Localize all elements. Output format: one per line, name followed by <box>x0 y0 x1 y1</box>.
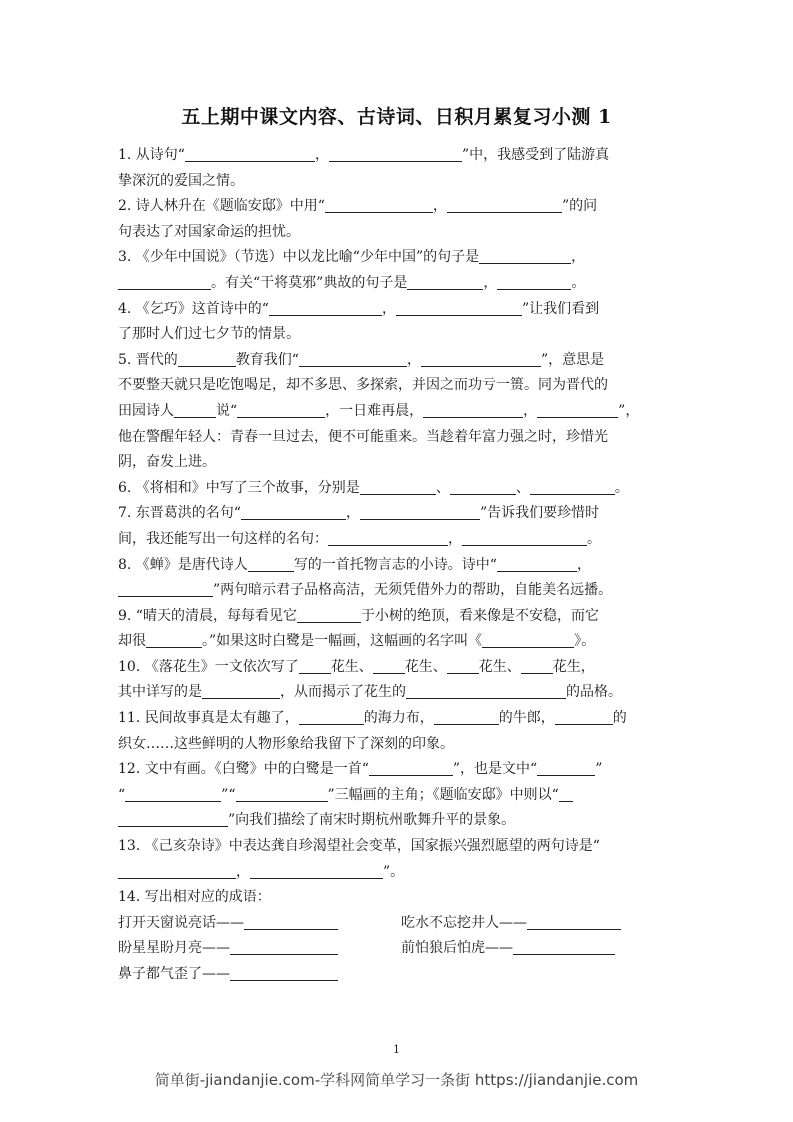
question-text: ， <box>483 274 498 291</box>
answer-blank[interactable] <box>537 758 595 776</box>
question-text: ”两句暗示君子品格高洁，无须凭借外力的帮助，自能美名远播。 <box>213 582 613 599</box>
question-line <box>118 655 684 681</box>
answer-blank[interactable] <box>527 912 621 930</box>
answer-blank[interactable] <box>202 681 280 699</box>
question-text: 3. 《少年中国说》（节选）中以龙比喻“少年中国”的句子是 <box>118 249 480 266</box>
answer-blank[interactable] <box>360 502 480 520</box>
answer-blank[interactable] <box>125 784 221 802</box>
answer-blank[interactable] <box>423 400 523 418</box>
answer-blank[interactable] <box>513 937 615 955</box>
question-line <box>118 706 684 732</box>
question-text: 教育我们“ <box>235 351 299 368</box>
answer-blank[interactable] <box>230 937 338 955</box>
question-line <box>118 399 684 425</box>
question-text: 2. 诗人林升在《题临安邸》中用“ <box>118 198 325 215</box>
question-text: 织女……这些鲜明的人物形象给我留下了深刻的印象。 <box>118 735 454 752</box>
question-text: 、 <box>435 479 450 496</box>
answer-blank[interactable] <box>244 912 338 930</box>
idiom-label: 前怕狼后怕虎—— <box>401 940 513 957</box>
question-line <box>118 757 684 783</box>
question-line <box>118 322 684 348</box>
question-13 <box>118 834 684 885</box>
question-line <box>118 450 684 476</box>
answer-blank[interactable] <box>185 144 315 162</box>
question-text: ， <box>314 147 329 163</box>
idiom-item <box>401 911 684 937</box>
question-text: 5. 晋代的 <box>118 351 178 368</box>
question-text: ，从而揭示了花生的 <box>280 684 406 701</box>
question-text: 。”如果这时白鹭是一幅画，这幅画的名字叫《 <box>202 633 483 650</box>
question-line <box>118 169 684 195</box>
question-line <box>118 680 684 706</box>
answer-blank[interactable] <box>118 272 211 290</box>
answer-blank[interactable] <box>230 963 338 981</box>
question-4 <box>118 297 684 348</box>
answer-blank[interactable] <box>497 272 571 290</box>
answer-blank[interactable] <box>269 298 382 316</box>
question-text: ， <box>381 300 396 317</box>
answer-blank[interactable] <box>555 707 613 725</box>
idiom-row <box>118 936 684 962</box>
question-text: 。 <box>571 274 586 291</box>
question-text: ，一日难再晨， <box>325 402 424 419</box>
question-text: 写的一首托物言志的小诗。诗中“ <box>293 556 497 573</box>
answer-blank[interactable] <box>497 554 577 572</box>
question-text: 阴，奋发上进。 <box>118 454 216 471</box>
answer-blank[interactable] <box>299 707 364 725</box>
question-text: 的品格。 <box>566 684 622 701</box>
question-text: ， <box>523 402 538 419</box>
question-line <box>118 604 684 630</box>
question-text: 1. 从诗句“ <box>118 147 185 163</box>
question-text: 了那时人们过七夕节的情景。 <box>118 326 300 343</box>
answer-blank[interactable] <box>559 784 573 802</box>
idiom-label: 鼻子都气歪了—— <box>118 966 230 982</box>
answer-blank[interactable] <box>329 144 462 162</box>
question-text: 》。 <box>574 633 596 650</box>
question-line <box>118 860 684 886</box>
question-3 <box>118 245 684 296</box>
answer-blank[interactable] <box>146 630 202 648</box>
question-text: 4. 《乞巧》这首诗中的“ <box>118 300 269 317</box>
question-text: 其中详写的是 <box>118 684 202 701</box>
question-text: 于小树的绝顶，看来像是不安稳，而它 <box>360 607 599 624</box>
answer-blank[interactable] <box>434 707 499 725</box>
question-line <box>118 808 684 834</box>
question-line <box>118 834 684 860</box>
idiom-item <box>118 936 401 962</box>
footer-watermark: 简单街-jiandanjie.com-学科网简单学习一条街 https://jiandanjie.com <box>154 1071 639 1089</box>
answer-blank[interactable] <box>406 681 566 699</box>
question-text: ， <box>571 249 586 266</box>
page-number: 1 <box>393 1043 400 1056</box>
question-text: 花生、 <box>404 658 447 675</box>
question-line <box>118 245 684 271</box>
answer-blank[interactable] <box>369 758 453 776</box>
question-2 <box>118 194 684 245</box>
question-text: 9. “晴天的清晨，每每看见它 <box>118 607 297 624</box>
question-text: 13. 《己亥杂诗》中表达龚自珍渴望社会变革，国家振兴强烈愿望的两句诗是“ <box>118 838 600 855</box>
question-text: 的牛郎， <box>498 710 555 727</box>
question-text: 田园诗人 <box>118 402 174 419</box>
idiom-label: 打开天窗说亮话—— <box>118 914 244 931</box>
question-text: 11. 民间故事真是太有趣了， <box>118 710 299 727</box>
answer-blank[interactable] <box>530 477 615 495</box>
question-line <box>118 476 684 502</box>
question-text: ， <box>345 505 360 522</box>
question-text: ”“ <box>221 786 236 803</box>
question-14 <box>118 885 684 911</box>
question-line <box>118 271 684 297</box>
answer-blank[interactable] <box>447 195 562 213</box>
answer-blank[interactable] <box>237 400 325 418</box>
question-line <box>118 885 684 911</box>
question-text: 却很 <box>118 633 146 650</box>
question-text: ， <box>236 863 250 880</box>
answer-blank[interactable] <box>174 400 216 418</box>
idiom-label: 吃水不忘挖井人—— <box>401 914 527 931</box>
question-text: 7. 东晋葛洪的名句“ <box>118 505 241 522</box>
question-text: 花生、 <box>330 658 373 675</box>
question-text: 8. 《蝉》是唐代诗人 <box>118 556 248 573</box>
question-text: 的 <box>612 710 627 727</box>
question-8 <box>118 553 684 604</box>
question-text: ”告诉我们要珍惜时 <box>479 505 600 522</box>
answer-blank[interactable] <box>178 349 236 367</box>
answer-blank[interactable] <box>537 400 618 418</box>
question-text: 、 <box>515 479 530 496</box>
question-5 <box>118 348 684 476</box>
question-text: ”， <box>618 402 640 419</box>
answer-blank[interactable] <box>521 656 553 674</box>
question-10 <box>118 655 684 706</box>
question-text: 挚深沉的爱国之情。 <box>118 172 244 189</box>
answer-blank[interactable] <box>482 630 574 648</box>
question-text: ” <box>595 761 603 778</box>
idiom-item <box>401 936 684 962</box>
question-9 <box>118 604 684 655</box>
question-text: 花生， <box>552 658 595 675</box>
question-line <box>118 732 684 758</box>
question-line <box>118 527 684 553</box>
question-line <box>118 297 684 323</box>
question-11 <box>118 706 684 757</box>
answer-blank[interactable] <box>421 349 541 367</box>
question-text: 句表达了对国家命运的担忧。 <box>118 223 300 240</box>
answer-blank[interactable] <box>297 605 361 623</box>
question-text: ”让我们看到 <box>521 300 600 317</box>
question-text: 的海力布， <box>363 710 434 727</box>
question-line <box>118 629 684 655</box>
answer-blank[interactable] <box>299 349 407 367</box>
question-text: 。 <box>614 479 629 496</box>
question-text: 他在警醒年轻人：青春一旦过去，便不可能重来。当趁着年富力强之时，珍惜光 <box>118 428 608 445</box>
question-text: ”中，我感受到了陆游真 <box>461 147 610 163</box>
answer-blank[interactable] <box>118 809 228 827</box>
question-12 <box>118 757 684 834</box>
answer-blank[interactable] <box>462 528 587 546</box>
answer-blank[interactable] <box>479 246 571 264</box>
question-line <box>118 501 684 527</box>
question-1 <box>118 143 684 194</box>
question-line <box>118 425 684 451</box>
answer-blank[interactable] <box>373 656 405 674</box>
question-line <box>118 783 684 809</box>
question-text: 花生、 <box>478 658 521 675</box>
answer-blank[interactable] <box>407 272 483 290</box>
answer-blank[interactable] <box>118 861 236 879</box>
question-text: ， <box>432 198 447 215</box>
question-text: ”，也是文中“ <box>452 761 538 778</box>
question-text: 14. 写出相对应的成语： <box>118 889 271 906</box>
idiom-label: 盼星星盼月亮—— <box>118 940 230 957</box>
answer-blank[interactable] <box>328 528 448 546</box>
question-7 <box>118 501 684 552</box>
question-line <box>118 220 684 246</box>
answer-blank[interactable] <box>250 861 383 879</box>
question-text: “ <box>118 786 126 803</box>
answer-blank[interactable] <box>118 579 213 597</box>
question-line <box>118 194 684 220</box>
idiom-item <box>118 962 401 988</box>
question-line <box>118 578 684 604</box>
question-text: 10. 《落花生》一文依次写了 <box>118 658 299 675</box>
idiom-item <box>401 962 684 988</box>
question-6 <box>118 476 684 502</box>
question-text: 6. 《将相和》中写了三个故事，分别是 <box>118 479 360 496</box>
question-line <box>118 143 684 169</box>
idiom-row <box>118 962 684 988</box>
question-text: ”三幅画的主角；《题临安邸》中则以“ <box>327 786 559 803</box>
answer-blank[interactable] <box>396 298 522 316</box>
question-text: 不要整天就只是吃饱喝足，却不多思、多探索，并因之而功亏一篑。同为晋代的 <box>118 377 608 394</box>
answer-blank[interactable] <box>241 502 346 520</box>
answer-blank[interactable] <box>248 554 294 572</box>
question-text: ”，意思是 <box>540 351 605 368</box>
answer-blank[interactable] <box>325 195 433 213</box>
question-text: ”向我们描绘了南宋时期杭州歌舞升平的景象。 <box>228 812 516 829</box>
answer-blank[interactable] <box>236 784 328 802</box>
idiom-row <box>118 911 684 937</box>
question-text: ， <box>576 556 591 573</box>
answer-blank[interactable] <box>360 477 436 495</box>
question-text: ”的问 <box>561 198 598 215</box>
question-list <box>118 143 684 988</box>
page-title: 五上期中课文内容、古诗词、日积月累复习小测 1 <box>181 106 612 128</box>
question-text: ”。 <box>383 863 405 880</box>
idiom-item <box>118 911 401 937</box>
question-text: 间，我还能写出一句这样的名句： <box>118 530 328 547</box>
question-text: 。有关“干将莫邪”典故的句子是 <box>211 274 408 291</box>
answer-blank[interactable] <box>450 477 516 495</box>
answer-blank[interactable] <box>447 656 479 674</box>
question-text: 。 <box>587 530 601 547</box>
question-text: ， <box>406 351 421 368</box>
answer-blank[interactable] <box>299 656 331 674</box>
question-text: 12. 文中有画。《白鹭》中的白鹭是一首“ <box>118 761 369 778</box>
question-line <box>118 373 684 399</box>
question-line <box>118 348 684 374</box>
question-line <box>118 553 684 579</box>
question-text: ， <box>448 530 462 547</box>
question-text: 说“ <box>216 402 238 419</box>
